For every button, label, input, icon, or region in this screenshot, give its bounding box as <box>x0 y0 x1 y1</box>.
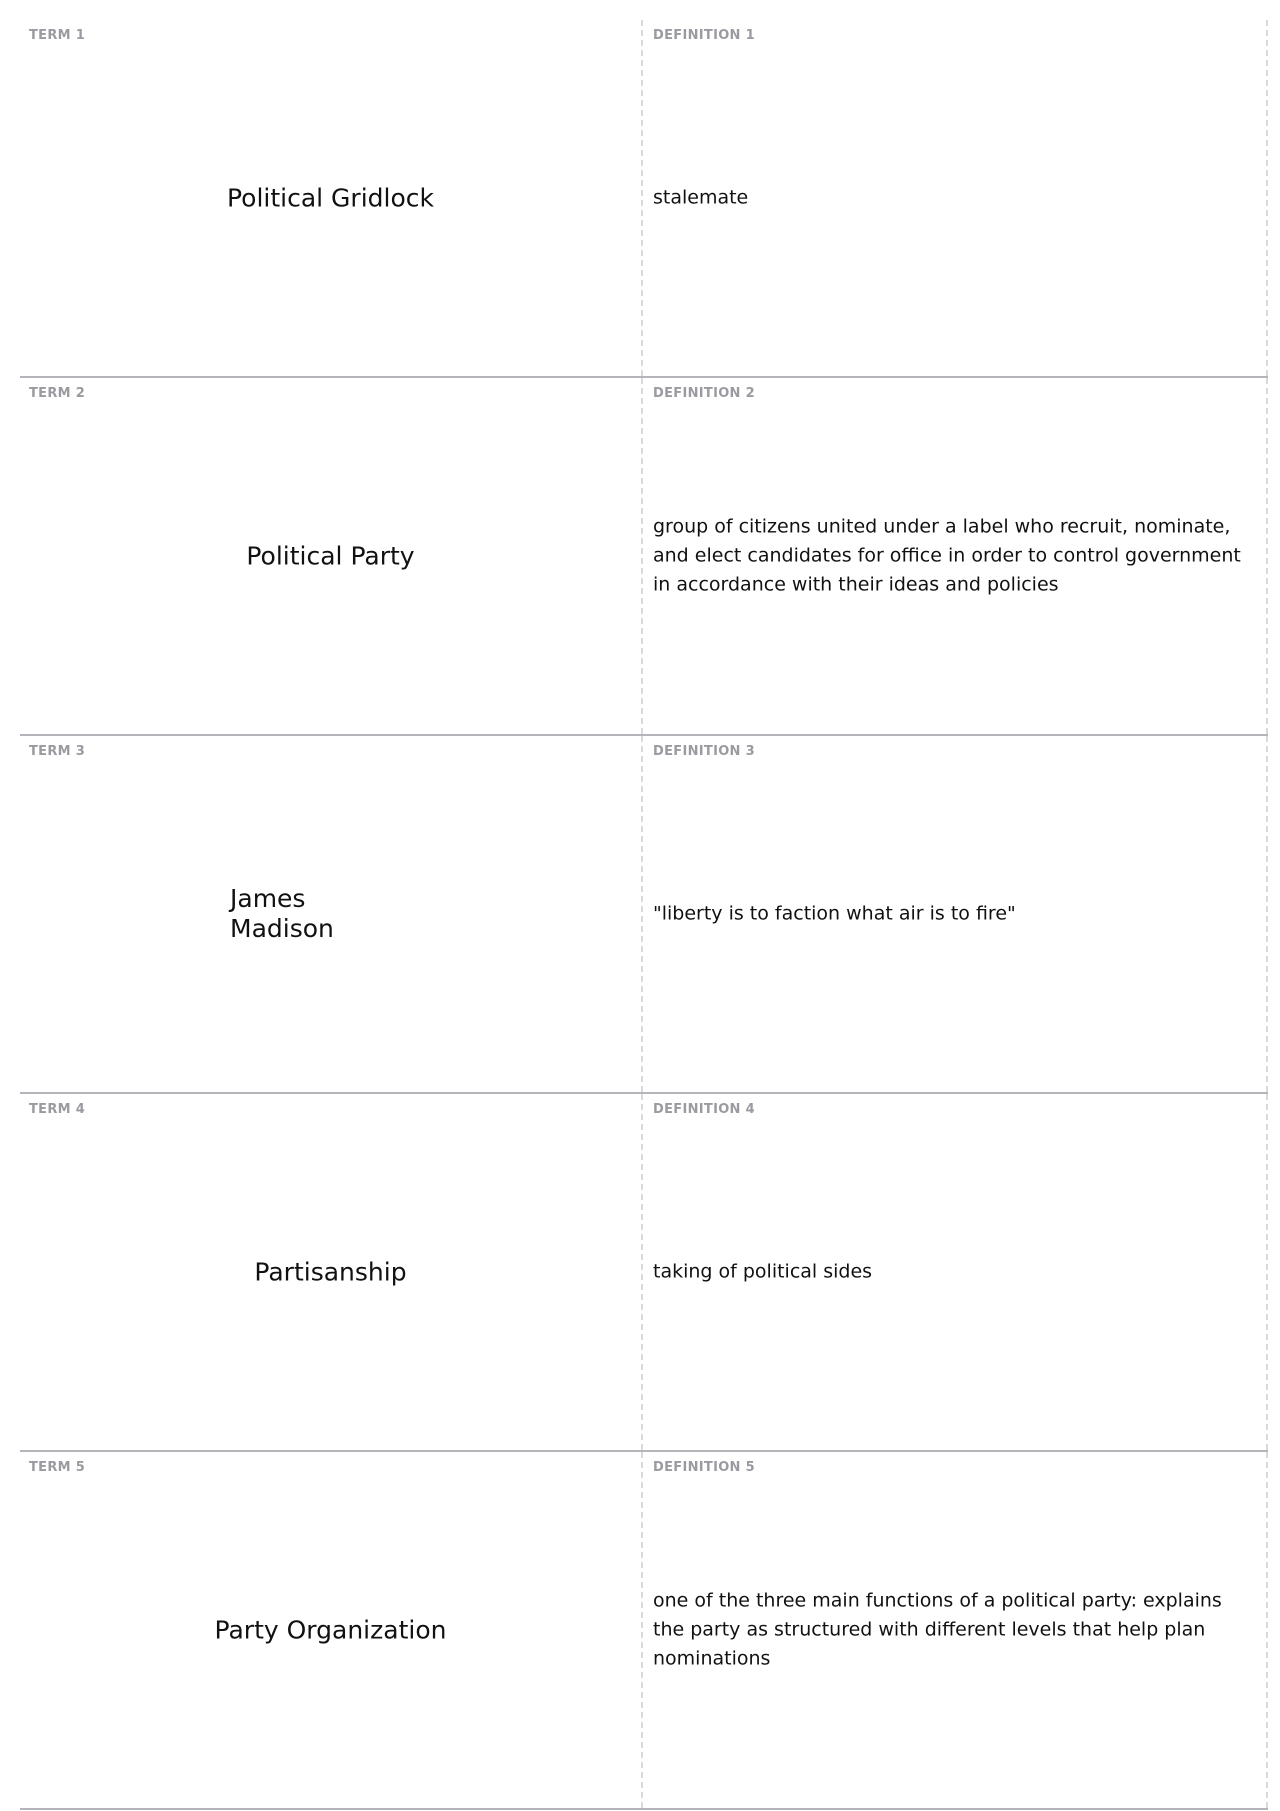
definition-text: "liberty is to faction what air is to fire" <box>653 902 1016 925</box>
definition-text: one of the three main functions of a political party: explains the party as structured with different levels that help plan nominations <box>653 1589 1222 1670</box>
term-cell <box>20 1452 643 1808</box>
definition-text: taking of political sides <box>653 1260 873 1283</box>
term-cell <box>20 20 643 376</box>
term-label: TERM 1 <box>29 28 86 43</box>
flashcard-sheet <box>20 20 1268 1810</box>
definition-label: DEFINITION 2 <box>653 386 755 401</box>
term-label: TERM 4 <box>29 1102 86 1117</box>
card-row <box>20 1094 1268 1452</box>
term-cell <box>20 378 643 734</box>
definition-cell <box>643 378 1268 734</box>
term-cell <box>20 1094 643 1450</box>
definition-label: DEFINITION 5 <box>653 1460 755 1475</box>
card-row <box>20 736 1268 1094</box>
term-label: TERM 3 <box>29 744 86 759</box>
term-cell <box>20 736 643 1092</box>
term-text: James Madison <box>230 884 334 943</box>
card-row <box>20 20 1268 378</box>
definition-cell <box>643 20 1268 376</box>
term-text: Political Party <box>246 541 415 571</box>
definition-label: DEFINITION 3 <box>653 744 755 759</box>
term-text: Political Gridlock <box>226 183 434 213</box>
definition-text: group of citizens united under a label who recruit, nominate, and elect candidates for office in order to control government in accordance with their ideas and policies <box>653 515 1241 596</box>
card-row <box>20 1452 1268 1810</box>
term-label: TERM 5 <box>29 1460 86 1475</box>
term-text: Party Organization <box>214 1615 447 1645</box>
term-text: Partisanship <box>254 1257 407 1287</box>
definition-cell <box>643 736 1268 1092</box>
definition-text: stalemate <box>653 186 749 209</box>
definition-label: DEFINITION 4 <box>653 1102 755 1117</box>
definition-cell <box>643 1452 1268 1808</box>
definition-label: DEFINITION 1 <box>653 28 755 43</box>
card-row <box>20 378 1268 736</box>
definition-cell <box>643 1094 1268 1450</box>
term-label: TERM 2 <box>29 386 86 401</box>
